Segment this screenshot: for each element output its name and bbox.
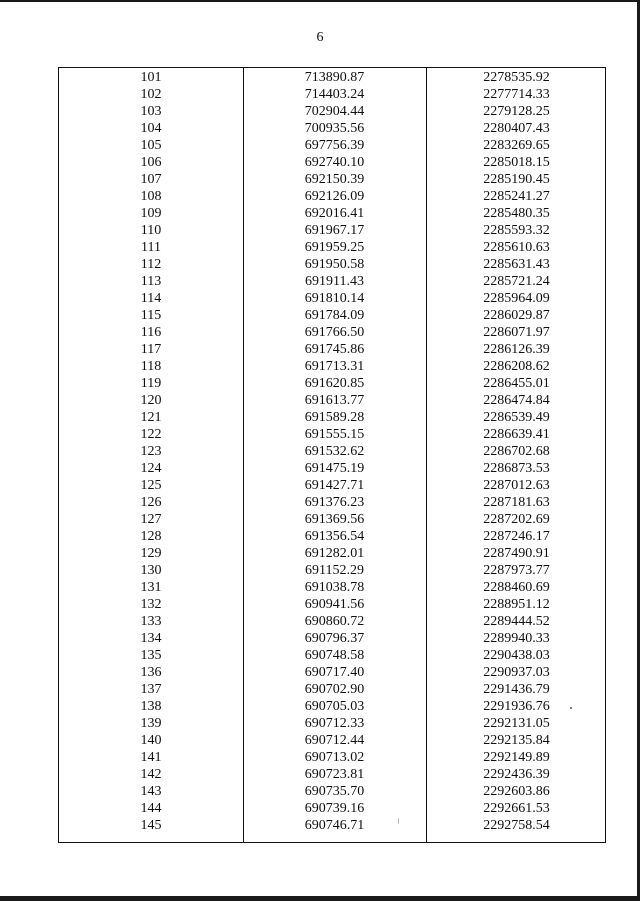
x-coordinate-cell: 690796.37 bbox=[304, 631, 365, 646]
point-number-cell: 115 bbox=[140, 308, 162, 323]
x-coordinate-cell: 691589.28 bbox=[304, 410, 365, 425]
table-row bbox=[59, 154, 605, 171]
x-coordinate-cell: 690712.44 bbox=[304, 733, 365, 748]
x-coordinate-cell: 692150.39 bbox=[304, 172, 365, 187]
x-coordinate-cell: 692126.09 bbox=[304, 189, 365, 204]
point-number-cell: 121 bbox=[140, 410, 162, 425]
x-coordinate-cell: 697756.39 bbox=[304, 138, 365, 153]
page-number: 6 bbox=[316, 30, 324, 45]
y-coordinate-cell: 2292149.89 bbox=[483, 750, 550, 765]
table-row bbox=[59, 562, 605, 579]
table-row bbox=[59, 698, 605, 715]
table-row bbox=[59, 69, 605, 86]
x-coordinate-cell: 692016.41 bbox=[304, 206, 365, 221]
point-number-cell: 135 bbox=[140, 648, 162, 663]
point-number-cell: 143 bbox=[140, 784, 162, 799]
table-row bbox=[59, 273, 605, 290]
point-number-cell: 105 bbox=[140, 138, 162, 153]
x-coordinate-cell: 714403.24 bbox=[304, 87, 365, 102]
table-row bbox=[59, 120, 605, 137]
y-coordinate-cell: 2285018.15 bbox=[483, 155, 550, 170]
point-number-cell: 127 bbox=[140, 512, 162, 527]
point-number-cell: 101 bbox=[140, 70, 162, 85]
x-coordinate-cell: 692740.10 bbox=[304, 155, 365, 170]
x-coordinate-cell: 691784.09 bbox=[304, 308, 365, 323]
table-row bbox=[59, 86, 605, 103]
table-row bbox=[59, 647, 605, 664]
scan-edge-bottom bbox=[0, 896, 640, 901]
y-coordinate-cell: 2290937.03 bbox=[483, 665, 550, 680]
point-number-cell: 106 bbox=[140, 155, 162, 170]
y-coordinate-cell: 2287181.63 bbox=[483, 495, 550, 510]
table-row bbox=[59, 494, 605, 511]
point-number-cell: 141 bbox=[140, 750, 162, 765]
point-number-cell: 104 bbox=[140, 121, 162, 136]
point-number-cell: 110 bbox=[140, 223, 162, 238]
point-number-cell: 134 bbox=[140, 631, 162, 646]
table-row bbox=[59, 783, 605, 800]
point-number-cell: 107 bbox=[140, 172, 162, 187]
y-coordinate-cell: 2287246.17 bbox=[483, 529, 550, 544]
table-row bbox=[59, 256, 605, 273]
point-number-cell: 124 bbox=[140, 461, 162, 476]
table-body bbox=[59, 69, 605, 834]
x-coordinate-cell: 690739.16 bbox=[304, 801, 365, 816]
point-number-cell: 131 bbox=[140, 580, 162, 595]
table-row bbox=[59, 443, 605, 460]
table-row bbox=[59, 307, 605, 324]
table-row bbox=[59, 222, 605, 239]
point-number-cell: 132 bbox=[140, 597, 162, 612]
point-number-cell: 109 bbox=[140, 206, 162, 221]
x-coordinate-cell: 691911.43 bbox=[305, 274, 364, 289]
coordinates-table bbox=[58, 67, 606, 843]
x-coordinate-cell: 690941.56 bbox=[304, 597, 365, 612]
y-coordinate-cell: 2286071.97 bbox=[483, 325, 550, 340]
x-coordinate-cell: 691950.58 bbox=[304, 257, 365, 272]
x-coordinate-cell: 691475.19 bbox=[304, 461, 365, 476]
y-coordinate-cell: 2292661.53 bbox=[483, 801, 550, 816]
point-number-cell: 126 bbox=[140, 495, 162, 510]
table-row bbox=[59, 239, 605, 256]
point-number-cell: 128 bbox=[140, 529, 162, 544]
x-coordinate-cell: 691376.23 bbox=[304, 495, 365, 510]
y-coordinate-cell: 2291936.76 bbox=[483, 699, 550, 714]
y-coordinate-cell: 2292758.54 bbox=[483, 818, 550, 833]
y-coordinate-cell: 2289940.33 bbox=[483, 631, 550, 646]
y-coordinate-cell: 2286126.39 bbox=[483, 342, 550, 357]
table-row bbox=[59, 528, 605, 545]
table-row bbox=[59, 171, 605, 188]
x-coordinate-cell: 691959.25 bbox=[304, 240, 365, 255]
table-row bbox=[59, 290, 605, 307]
y-coordinate-cell: 2278535.92 bbox=[483, 70, 550, 85]
table-row bbox=[59, 137, 605, 154]
table-row bbox=[59, 630, 605, 647]
x-coordinate-cell: 690717.40 bbox=[304, 665, 365, 680]
x-coordinate-cell: 702904.44 bbox=[304, 104, 365, 119]
x-coordinate-cell: 691369.56 bbox=[304, 512, 365, 527]
point-number-cell: 125 bbox=[140, 478, 162, 493]
x-coordinate-cell: 691967.17 bbox=[304, 223, 365, 238]
table-row bbox=[59, 749, 605, 766]
y-coordinate-cell: 2286539.49 bbox=[483, 410, 550, 425]
x-coordinate-cell: 690705.03 bbox=[304, 699, 365, 714]
y-coordinate-cell: 2292603.86 bbox=[483, 784, 550, 799]
table-row bbox=[59, 188, 605, 205]
point-number-cell: 136 bbox=[140, 665, 162, 680]
x-coordinate-cell: 691713.31 bbox=[304, 359, 365, 374]
y-coordinate-cell: 2286702.68 bbox=[483, 444, 550, 459]
point-number-cell: 118 bbox=[140, 359, 162, 374]
y-coordinate-cell: 2285610.63 bbox=[483, 240, 550, 255]
x-coordinate-cell: 691766.50 bbox=[304, 325, 365, 340]
table-row bbox=[59, 103, 605, 120]
x-coordinate-cell: 690746.71 bbox=[304, 818, 365, 833]
x-coordinate-cell: 690712.33 bbox=[304, 716, 365, 731]
x-coordinate-cell: 691745.86 bbox=[304, 342, 365, 357]
y-coordinate-cell: 2283269.65 bbox=[483, 138, 550, 153]
table-row bbox=[59, 375, 605, 392]
point-number-cell: 114 bbox=[140, 291, 162, 306]
y-coordinate-cell: 2285631.43 bbox=[483, 257, 550, 272]
point-number-cell: 122 bbox=[140, 427, 162, 442]
scan-edge-top bbox=[0, 0, 640, 2]
y-coordinate-cell: 2292135.84 bbox=[483, 733, 550, 748]
table-row bbox=[59, 664, 605, 681]
x-coordinate-cell: 691810.14 bbox=[304, 291, 365, 306]
point-number-cell: 119 bbox=[140, 376, 162, 391]
y-coordinate-cell: 2291436.79 bbox=[483, 682, 550, 697]
point-number-cell: 108 bbox=[140, 189, 162, 204]
x-coordinate-cell: 690748.58 bbox=[304, 648, 365, 663]
x-coordinate-cell: 690860.72 bbox=[304, 614, 365, 629]
x-coordinate-cell: 690713.02 bbox=[304, 750, 365, 765]
y-coordinate-cell: 2287490.91 bbox=[483, 546, 550, 561]
point-number-cell: 102 bbox=[140, 87, 162, 102]
x-coordinate-cell: 690723.81 bbox=[304, 767, 365, 782]
y-coordinate-cell: 2279128.25 bbox=[483, 104, 550, 119]
x-coordinate-cell: 691152.29 bbox=[305, 563, 364, 578]
table-row bbox=[59, 460, 605, 477]
y-coordinate-cell: 2292436.39 bbox=[483, 767, 550, 782]
x-coordinate-cell: 691532.62 bbox=[304, 444, 365, 459]
table-row bbox=[59, 426, 605, 443]
point-number-cell: 129 bbox=[140, 546, 162, 561]
x-coordinate-cell: 691427.71 bbox=[304, 478, 365, 493]
table-row bbox=[59, 732, 605, 749]
table-row bbox=[59, 545, 605, 562]
x-coordinate-cell: 691356.54 bbox=[304, 529, 365, 544]
table-row bbox=[59, 596, 605, 613]
x-coordinate-cell: 691555.15 bbox=[304, 427, 365, 442]
y-coordinate-cell: 2286873.53 bbox=[483, 461, 550, 476]
x-coordinate-cell: 700935.56 bbox=[304, 121, 365, 136]
x-coordinate-cell: 713890.87 bbox=[304, 70, 365, 85]
point-number-cell: 103 bbox=[140, 104, 162, 119]
point-number-cell: 123 bbox=[140, 444, 162, 459]
point-number-cell: 142 bbox=[140, 767, 162, 782]
y-coordinate-cell: 2287202.69 bbox=[483, 512, 550, 527]
y-coordinate-cell: 2277714.33 bbox=[483, 87, 550, 102]
y-coordinate-cell: 2288460.69 bbox=[483, 580, 550, 595]
y-coordinate-cell: 2280407.43 bbox=[483, 121, 550, 136]
table-row bbox=[59, 800, 605, 817]
point-number-cell: 116 bbox=[140, 325, 162, 340]
table-row bbox=[59, 681, 605, 698]
point-number-cell: 138 bbox=[140, 699, 162, 714]
point-number-cell: 117 bbox=[140, 342, 162, 357]
point-number-cell: 145 bbox=[140, 818, 162, 833]
table-row bbox=[59, 766, 605, 783]
table-row bbox=[59, 409, 605, 426]
table-row bbox=[59, 477, 605, 494]
y-coordinate-cell: 2285721.24 bbox=[483, 274, 550, 289]
y-coordinate-cell: 2290438.03 bbox=[483, 648, 550, 663]
y-coordinate-cell: 2288951.12 bbox=[483, 597, 550, 612]
table-row bbox=[59, 341, 605, 358]
point-number-cell: 139 bbox=[140, 716, 162, 731]
y-coordinate-cell: 2285593.32 bbox=[483, 223, 550, 238]
x-coordinate-cell: 690702.90 bbox=[304, 682, 365, 697]
y-coordinate-cell: 2289444.52 bbox=[483, 614, 550, 629]
table-row bbox=[59, 579, 605, 596]
y-coordinate-cell: 2292131.05 bbox=[483, 716, 550, 731]
y-coordinate-cell: 2285964.09 bbox=[483, 291, 550, 306]
table-row bbox=[59, 511, 605, 528]
y-coordinate-cell: 2286029.87 bbox=[483, 308, 550, 323]
y-coordinate-cell: 2285241.27 bbox=[483, 189, 550, 204]
table-row bbox=[59, 324, 605, 341]
table-row bbox=[59, 205, 605, 222]
y-coordinate-cell: 2286208.62 bbox=[483, 359, 550, 374]
x-coordinate-cell: 691613.77 bbox=[304, 393, 365, 408]
x-coordinate-cell: 691282.01 bbox=[304, 546, 365, 561]
point-number-cell: 140 bbox=[140, 733, 162, 748]
y-coordinate-cell: 2285480.35 bbox=[483, 206, 550, 221]
point-number-cell: 120 bbox=[140, 393, 162, 408]
scan-speck bbox=[570, 707, 572, 709]
x-coordinate-cell: 690735.70 bbox=[304, 784, 365, 799]
table-row bbox=[59, 817, 605, 834]
y-coordinate-cell: 2287012.63 bbox=[483, 478, 550, 493]
table-row bbox=[59, 715, 605, 732]
y-coordinate-cell: 2286455.01 bbox=[483, 376, 550, 391]
table-row bbox=[59, 613, 605, 630]
point-number-cell: 113 bbox=[140, 274, 162, 289]
point-number-cell: 111 bbox=[141, 240, 161, 255]
y-coordinate-cell: 2286474.84 bbox=[483, 393, 550, 408]
point-number-cell: 130 bbox=[140, 563, 162, 578]
table-row bbox=[59, 358, 605, 375]
table-row bbox=[59, 392, 605, 409]
point-number-cell: 144 bbox=[140, 801, 162, 816]
y-coordinate-cell: 2286639.41 bbox=[483, 427, 550, 442]
y-coordinate-cell: 2287973.77 bbox=[483, 563, 550, 578]
y-coordinate-cell: 2285190.45 bbox=[483, 172, 550, 187]
x-coordinate-cell: 691038.78 bbox=[304, 580, 365, 595]
scan-speck bbox=[398, 818, 399, 824]
x-coordinate-cell: 691620.85 bbox=[304, 376, 365, 391]
point-number-cell: 112 bbox=[140, 257, 162, 272]
point-number-cell: 133 bbox=[140, 614, 162, 629]
point-number-cell: 137 bbox=[140, 682, 162, 697]
